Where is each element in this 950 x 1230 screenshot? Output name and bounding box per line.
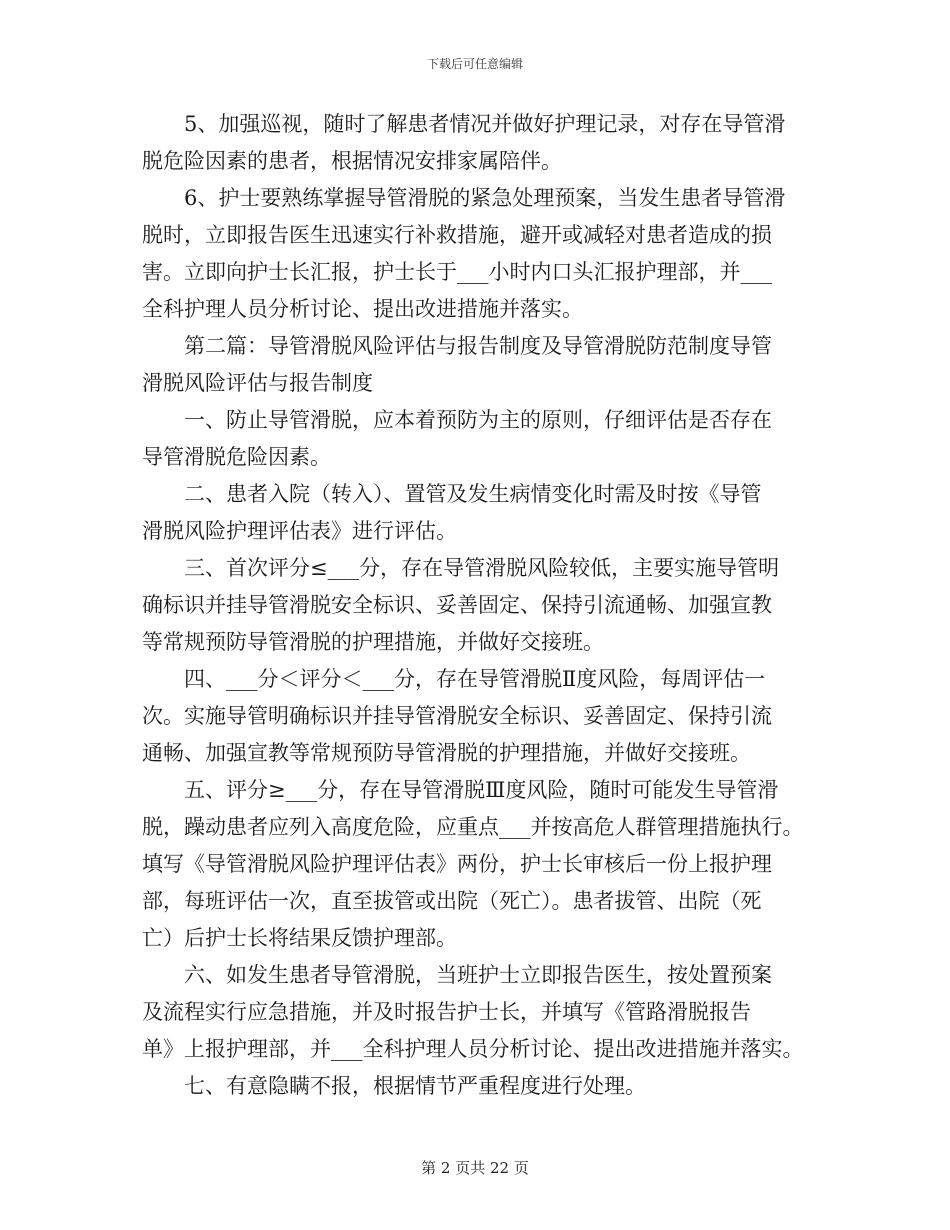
text-line: 二、患者入院（转入）、置管及发生病情变化时需及时按《导管 (142, 482, 762, 506)
text-line: 填写《导管滑脱风险护理评估表》两份，护士长审核后一份上报护理 (142, 852, 772, 876)
text-line: 脱时，立即报告医生迅速实行补救措施，避开或减轻对患者造成的损 (142, 223, 772, 247)
text-line: 一、防止导管滑脱，应本着预防为主的原则，仔细评估是否存在 (142, 408, 772, 432)
page-number: 第 2 页共 22 页 (421, 1159, 529, 1177)
text-line: 6、护士要熟练掌握导管滑脱的紧急处理预案，当发生患者导管滑 (142, 186, 786, 210)
text-line: 五、评分≥___分，存在导管滑脱Ⅲ度风险，随时可能发生导管滑 (142, 778, 779, 802)
document-body (142, 106, 814, 1105)
text-line: 脱，躁动患者应列入高度危险，应重点___并按高危人群管理措施执行。 (142, 815, 804, 839)
text-line: 亡）后护士长将结果反馈护理部。 (142, 926, 457, 950)
text-line: 全科护理人员分析讨论、提出改进措施并落实。 (142, 297, 583, 321)
text-line: 通畅、加强宣教等常规预防导管滑脱的护理措施，并做好交接班。 (142, 741, 751, 765)
text-line: 次。实施导管明确标识并挂导管滑脱安全标识、妥善固定、保持引流 (142, 704, 772, 728)
text-line: 单》上报护理部，并___全科护理人员分析讨论、提出改进措施并落实。 (142, 1037, 804, 1061)
text-line: 脱危险因素的患者，根据情况安排家属陪伴。 (142, 149, 562, 173)
text-line: 导管滑脱危险因素。 (142, 445, 331, 469)
text-line: 确标识并挂导管滑脱安全标识、妥善固定、保持引流通畅、加强宣教 (142, 593, 772, 617)
section-title-line: 滑脱风险评估与报告制度 (142, 371, 373, 395)
text-line: 三、首次评分≤___分，存在导管滑脱风险较低，主要实施导管明 (142, 556, 780, 580)
text-line: 滑脱风险护理评估表》进行评估。 (142, 519, 457, 543)
text-line: 5、加强巡视，随时了解患者情况并做好护理记录，对存在导管滑 (142, 112, 786, 136)
section-title-line: 第二篇：导管滑脱风险评估与报告制度及导管滑脱防范制度导管 (142, 334, 772, 358)
text-line: 等常规预防导管滑脱的护理措施，并做好交接班。 (142, 630, 604, 654)
text-line: 六、如发生患者导管滑脱，当班护士立即报告医生，按处置预案 (142, 963, 772, 987)
text-line: 及流程实行应急措施，并及时报告护士长，并填写《管路滑脱报告 (142, 1000, 751, 1024)
page-header-note: 下载后可任意编辑 (426, 57, 523, 71)
text-line: 害。立即向护士长汇报，护士长于___小时内口头汇报护理部，并___ (142, 260, 772, 284)
text-line: 四、___分＜评分＜___分，存在导管滑脱Ⅱ度风险，每周评估一 (142, 667, 766, 691)
text-line: 七、有意隐瞒不报，根据情节严重程度进行处理。 (142, 1074, 646, 1098)
text-line: 部，每班评估一次，直至拔管或出院（死亡）。患者拔管、出院（死 (142, 889, 762, 913)
